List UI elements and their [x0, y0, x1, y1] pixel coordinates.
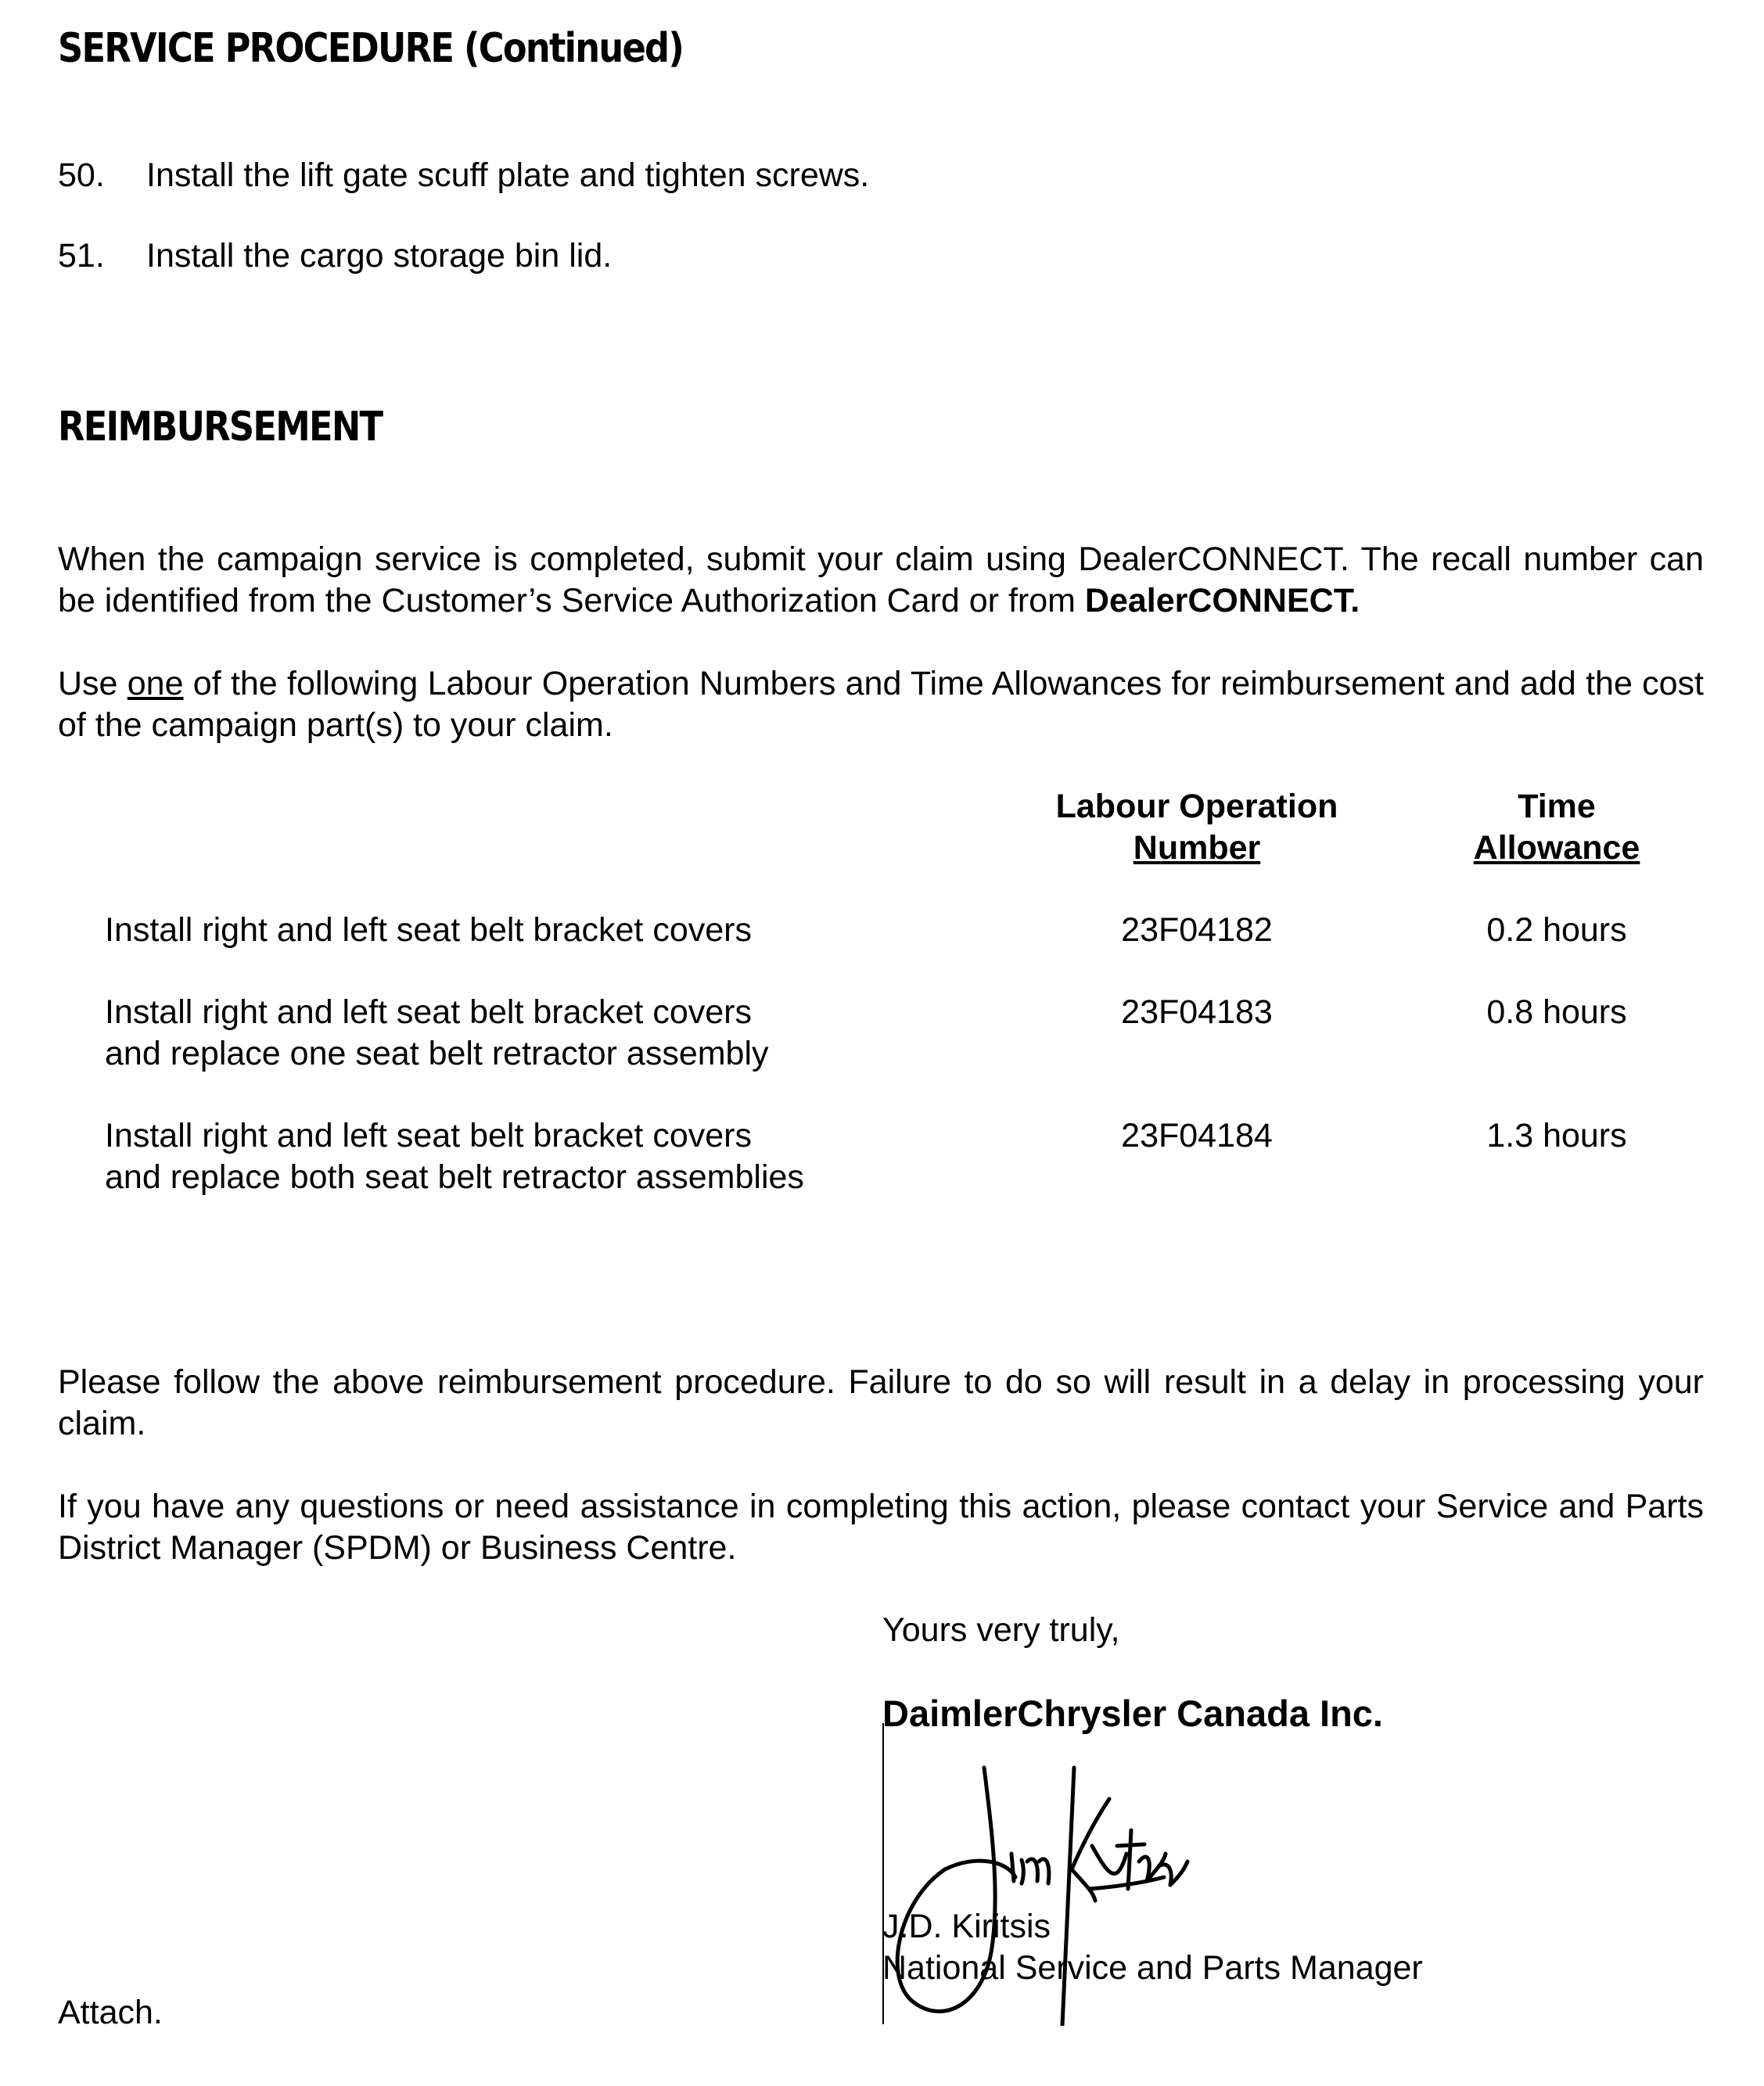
paragraph-text: Use	[58, 665, 128, 702]
paragraph-text: of the following Labour Operation Numbers and Time Allowances for reimbursement and add the cost of the campaign part(s) to your claim.	[58, 665, 1704, 744]
time-allowance-value: 0.2 hours	[1486, 911, 1627, 949]
paragraph-labour-operation	[58, 663, 1704, 746]
labour-operation-number: 23F04182	[1121, 911, 1273, 949]
signer-name: J.D. Kiritsis	[882, 1908, 1051, 1945]
header-line: Number	[1133, 829, 1261, 867]
salutation: Yours very truly,	[882, 1611, 1120, 1649]
time-allowance-value: 1.3 hours	[1486, 1117, 1627, 1154]
underlined-one: one	[127, 665, 184, 702]
step-text: Install the lift gate scuff plate and tighten screws.	[146, 156, 870, 194]
step-number: 50.	[58, 156, 105, 194]
table-row-description	[105, 1115, 965, 1198]
description-line: Install right and left seat belt bracket covers	[105, 1117, 752, 1154]
table-row-description	[105, 910, 965, 951]
step-text: Install the cargo storage bin lid.	[146, 237, 613, 275]
company-name: DaimlerChrysler Canada Inc.	[882, 1693, 1383, 1734]
paragraph-contact: If you have any questions or need assistance in completing this action, please contact your Service and Parts District Manager (SPDM) or Business Centre.	[58, 1488, 1704, 1567]
heading-reimbursement: REIMBURSEMENT	[58, 404, 383, 451]
labour-operation-header	[1009, 786, 1385, 869]
step-number: 51.	[58, 237, 105, 275]
description-line: Install right and left seat belt bracket covers	[105, 993, 752, 1031]
signer-title: National Service and Parts Manager	[882, 1949, 1423, 1987]
time-allowance-header	[1392, 786, 1721, 869]
heading-service-procedure: SERVICE PROCEDURE (Continued)	[58, 25, 684, 72]
description-line: and replace one seat belt retractor assembly	[105, 1035, 769, 1072]
header-line: Time	[1518, 788, 1596, 825]
paragraph-claim-instructions	[58, 539, 1704, 622]
paragraph-follow-procedure: Please follow the above reimbursement procedure. Failure to do so will result in a delay in processing your claim.	[58, 1363, 1704, 1442]
attachment-note: Attach.	[58, 1994, 163, 2031]
dealerconnect-bold: DealerCONNECT.	[1084, 582, 1360, 619]
header-line: Labour Operation	[1055, 788, 1338, 825]
description-line: Install right and left seat belt bracket covers	[105, 911, 752, 949]
labour-operation-number: 23F04184	[1121, 1117, 1273, 1154]
time-allowance-value: 0.8 hours	[1486, 993, 1627, 1031]
table-row-description	[105, 992, 965, 1075]
header-line: Allowance	[1473, 829, 1640, 867]
labour-operation-number: 23F04183	[1121, 993, 1273, 1031]
paragraph-text: When the campaign service is completed, submit your claim using DealerCONNECT. The recall number can be identified from the Customer’s Service Authorization Card or from	[58, 540, 1704, 619]
description-line: and replace both seat belt retractor assemblies	[105, 1158, 804, 1196]
